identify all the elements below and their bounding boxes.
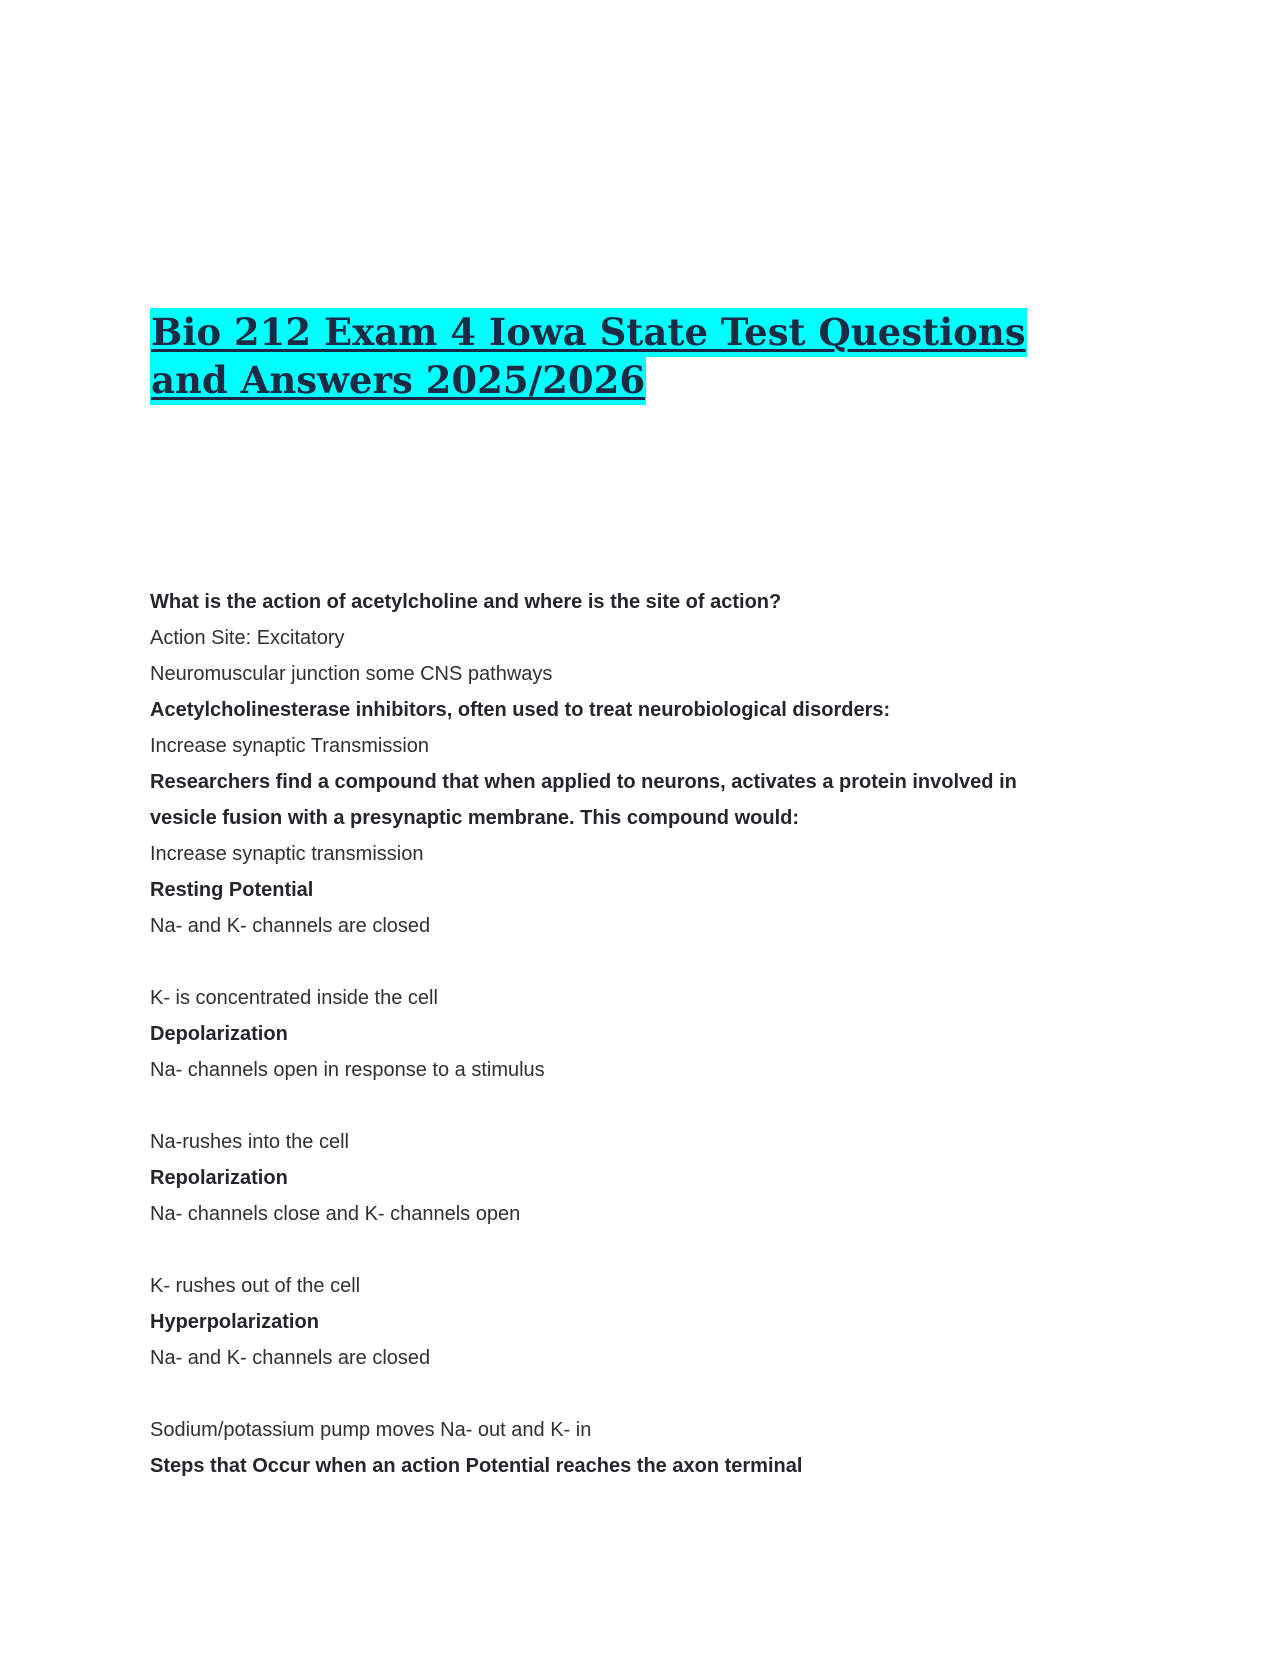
blank-line: [150, 1232, 1090, 1268]
answer-line: Neuromuscular junction some CNS pathways: [150, 663, 553, 685]
answer-line: Increase synaptic Transmission: [150, 735, 430, 757]
question-vesicle-fusion-line-2: vesicle fusion with a presynaptic membrane. This compound would:: [150, 807, 800, 829]
answer-line: K- is concentrated inside the cell: [150, 987, 438, 1009]
question-axon-terminal-steps: Steps that Occur when an action Potential reaches the axon terminal: [150, 1455, 803, 1477]
answer-line: Na- and K- channels are closed: [150, 1347, 431, 1369]
question-repolarization: Repolarization: [150, 1167, 288, 1189]
answer-line: Sodium/potassium pump moves Na- out and K- in: [150, 1419, 592, 1441]
blank-line: [150, 1376, 1090, 1412]
answer-line: Increase synaptic transmission: [150, 843, 424, 865]
question-acetylcholinesterase: Acetylcholinesterase inhibitors, often used to treat neurobiological disorders:: [150, 699, 891, 721]
question-hyperpolarization: Hyperpolarization: [150, 1311, 319, 1333]
answer-line: K- rushes out of the cell: [150, 1275, 361, 1297]
document-title: [150, 308, 1090, 404]
blank-line: [150, 1088, 1090, 1124]
title-line-1: Bio 212 Exam 4 Iowa State Test Questions: [150, 308, 1027, 357]
question-resting-potential: Resting Potential: [150, 879, 314, 901]
answer-line: Na-rushes into the cell: [150, 1131, 349, 1153]
question-vesicle-fusion-line-1: Researchers find a compound that when applied to neurons, activates a protein involved in: [150, 771, 1017, 793]
answer-line: Na- and K- channels are closed: [150, 915, 431, 937]
answer-line: Na- channels close and K- channels open: [150, 1203, 521, 1225]
answer-line: Na- channels open in response to a stimulus: [150, 1059, 545, 1081]
question-depolarization: Depolarization: [150, 1023, 288, 1045]
question-acetylcholine: What is the action of acetylcholine and where is the site of action?: [150, 591, 782, 613]
answer-line: Action Site: Excitatory: [150, 627, 345, 649]
blank-line: [150, 944, 1090, 980]
qa-content: [150, 584, 1090, 1484]
title-line-2: and Answers 2025/2026: [150, 356, 646, 405]
